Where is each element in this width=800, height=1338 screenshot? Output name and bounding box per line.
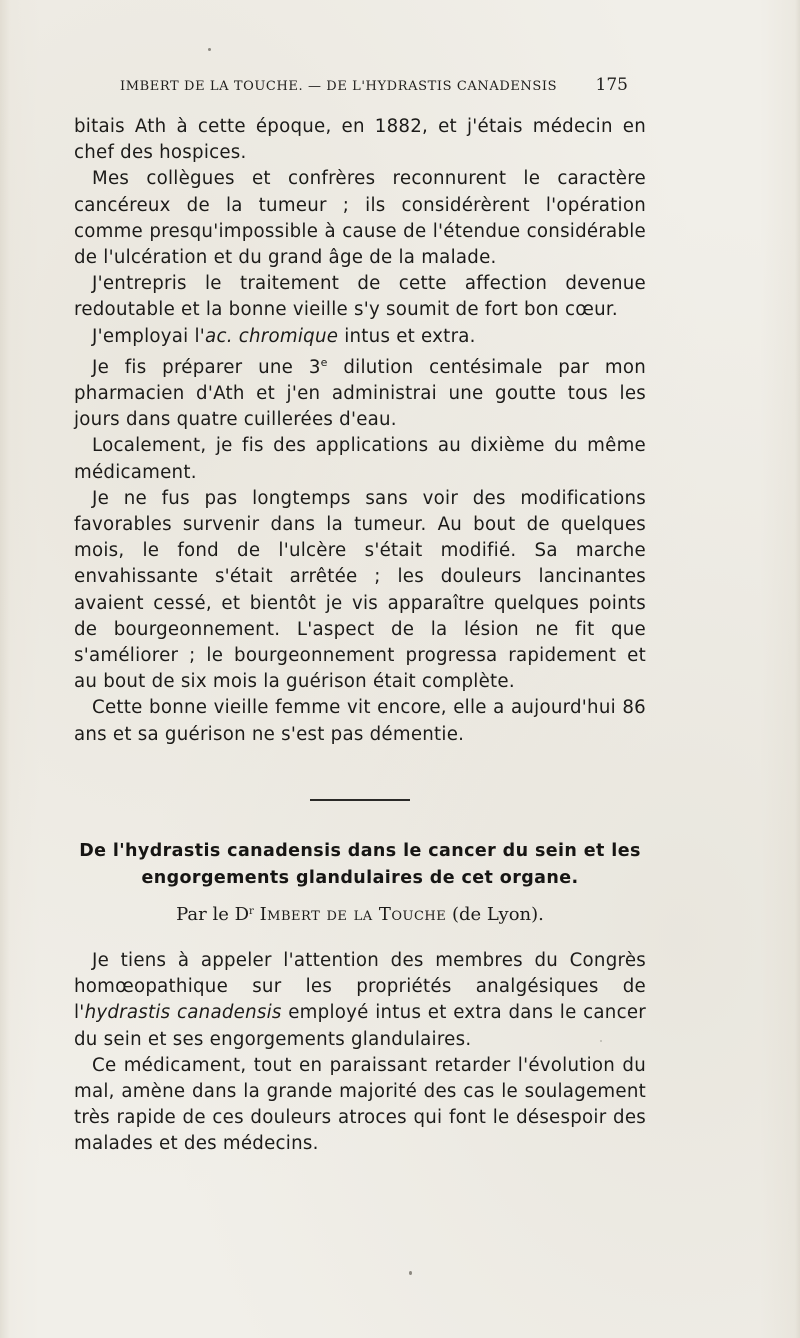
paragraph — [74, 948, 646, 1053]
superscript: e — [320, 355, 328, 369]
paragraph-text: Je fis préparer une 3 — [92, 356, 321, 378]
byline-superscript: r — [249, 906, 254, 917]
paragraph: Cette bonne vieille femme vit encore, elle a aujourd'hui 86 ans et sa guérison ne s'est pas démentie. — [74, 697, 646, 745]
text-block-article-body — [74, 948, 646, 1158]
paragraph: Localement, je fis des applications au dixième du même médicament. — [74, 435, 646, 483]
article-heading — [74, 838, 646, 892]
paragraph-text: J'employai l' — [92, 325, 206, 347]
paragraph-text: intus et extra. — [338, 325, 476, 347]
section-separator-rule — [310, 799, 410, 801]
paragraph — [74, 350, 646, 434]
paper-speck — [409, 1271, 412, 1275]
byline-prefix: Par le D — [176, 904, 250, 925]
paragraph: Je ne fus pas longtemps sans voir des modifications favorables survenir dans la tumeur. Au bout de quelques mois, le fond de l'ulcère s'était modifié. Sa marche envahissante s'était arrêtée ; les douleurs lancinantes avaient cessé, et bientôt je vis apparaître quelques points de bourgeonnement. L'aspect de la lésion ne fit que s'améliorer ; le bourgeonnement progressa rapidement et au bout de six mois la guérison était complète. — [74, 487, 646, 693]
article-heading-line: engorgements glandulaires de cet organe. — [141, 868, 579, 888]
paragraph-text: dilution centésimale par mon pharmacien d'Ath et j'en administrai une goutte tous les jours dans quatre cuillerées d'eau. — [74, 356, 646, 431]
paper-speck — [600, 1040, 602, 1042]
paper-speck — [208, 48, 211, 51]
byline-author: Imbert de la Touche — [259, 904, 447, 925]
page-number: 175 — [595, 75, 628, 95]
italic-remedy-name: ac. chromique — [205, 325, 339, 347]
article-byline — [74, 899, 646, 928]
paragraph — [74, 324, 646, 350]
paragraph: Ce médicament, tout en paraissant retarder l'évolution du mal, amène dans la grande majorité des cas le soulagement très rapide de ces douleurs atroces qui font le désespoir des malades et des médecins. — [74, 1054, 646, 1155]
paragraph: Mes collègues et confrères reconnurent le caractère cancéreux de la tumeur ; ils considérèrent l'opération comme presqu'impossible à cause de l'étendue considérable de l'ulcération et du grand âge de la malade. — [74, 168, 646, 269]
article-heading-line: De l'hydrastis canadensis dans le cancer du sein et les — [79, 841, 641, 861]
italic-plant-name: hydrastis canadensis — [84, 1002, 282, 1024]
running-head — [120, 76, 628, 98]
paragraph-text: Je tiens à appeler l'attention des membres du Congrès homœopathique sur les propriétés analgésiques de l' — [74, 950, 646, 1024]
paragraph: bitais Ath à cette époque, en 1882, et j'étais médecin en chef des hospices. — [74, 116, 646, 164]
running-head-title: IMBERT DE LA TOUCHE. — DE L'HYDRASTIS CANADENSIS — [120, 79, 558, 94]
paragraph-text: employé intus et extra dans le cancer du sein et ses engorgements glandulaires. — [74, 1002, 647, 1050]
text-block-previous-article — [74, 114, 646, 748]
paragraph: J'entrepris le traitement de cette affection devenue redoutable et la bonne vieille s'y soumit de fort bon cœur. — [74, 273, 646, 321]
byline-suffix: (de Lyon). — [451, 904, 544, 925]
